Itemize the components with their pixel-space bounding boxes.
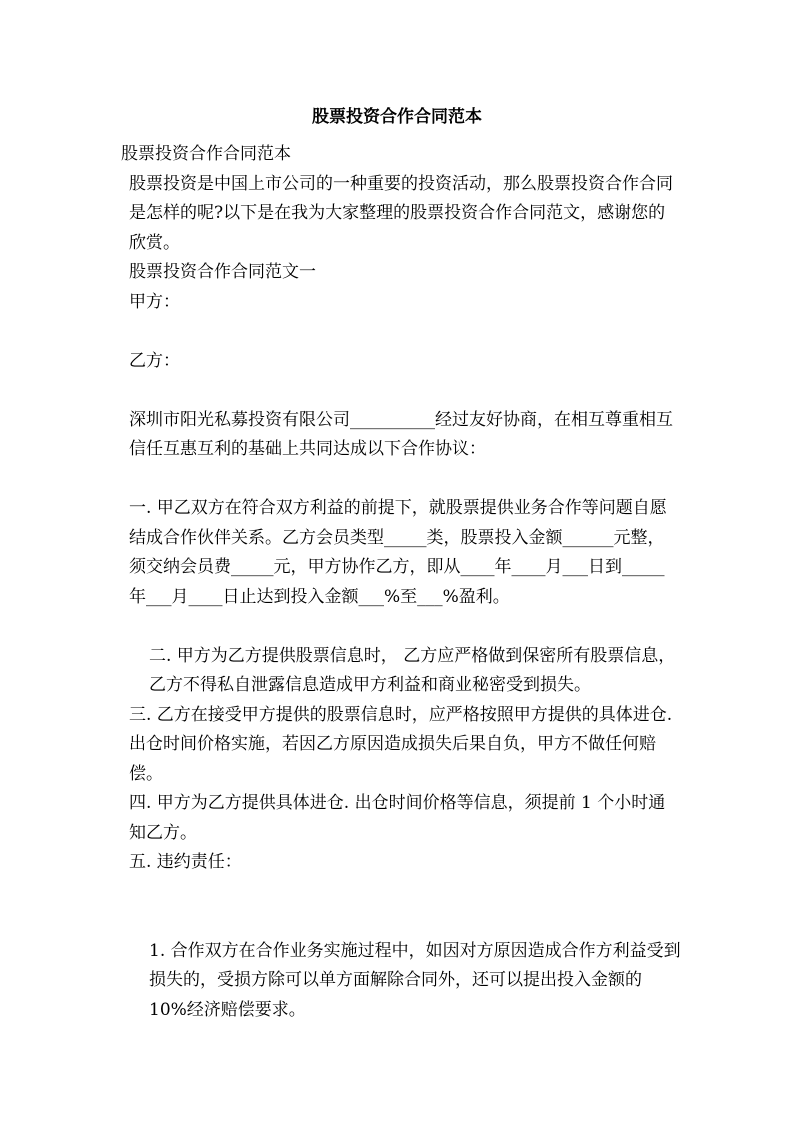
preamble-paragraph: 深圳市阳光私募投资有限公司__________经过友好协商，在相互尊重相互信任互惠互利的基础上共同达成以下合作协议： — [129, 409, 673, 459]
sample-heading: 股票投资合作合同范文一 — [129, 262, 316, 282]
spacer — [121, 878, 681, 937]
spacer — [121, 612, 681, 642]
document-title: 股票投资合作合同范本 — [312, 107, 482, 127]
spacer — [121, 376, 681, 406]
subtitle-paragraph: 股票投资合作合同范本 — [121, 144, 291, 164]
intro-paragraph: 股票投资是中国上市公司的一种重要的投资活动，那么股票投资合作合同是怎样的呢?以下是在我为大家整理的股票投资合作合同范文，感谢您的欣赏。 — [129, 173, 673, 253]
spacer — [121, 317, 681, 347]
spacer — [121, 465, 681, 495]
clause-4: 四. 甲方为乙方提供具体进仓. 出仓时间价格等信息，须提前 1 个小时通知乙方。 — [129, 793, 666, 843]
clause-5-item-1: 1. 合作双方在合作业务实施过程中，如因对方原因造成合作方利益受到损失的，受损方除可以单方面解除合同外，还可以提出投入金额的 10%经济赔偿要求。 — [149, 940, 681, 1020]
clause-5-heading: 五. 违约责任： — [129, 852, 242, 872]
document-body — [121, 140, 681, 1025]
party-a-label: 甲方： — [129, 291, 180, 312]
clause-3: 三. 乙方在接受甲方提供的股票信息时，应严格按照甲方提供的具体进仓. 出仓时间价格实施，若因乙方原因造成损失后果自负，甲方不做任何赔偿。 — [129, 704, 678, 784]
party-b-label: 乙方： — [129, 350, 180, 371]
clause-1: 一. 甲乙双方在符合双方利益的前提下，就股票提供业务合作等问题自愿结成合作伙伴关系。乙方会员类型_____类，股票投入金额______元整，须交纳会员费_____元，甲方协作乙方，即从____年____月___日到_____年___月____日止达到投入金额___%至___%盈利。 — [129, 498, 667, 607]
clause-2: 二. 甲方为乙方提供股票信息时， 乙方应严格做到保密所有股票信息， 乙方不得私自泄露信息造成甲方利益和商业秘密受到损失。 — [149, 645, 681, 695]
